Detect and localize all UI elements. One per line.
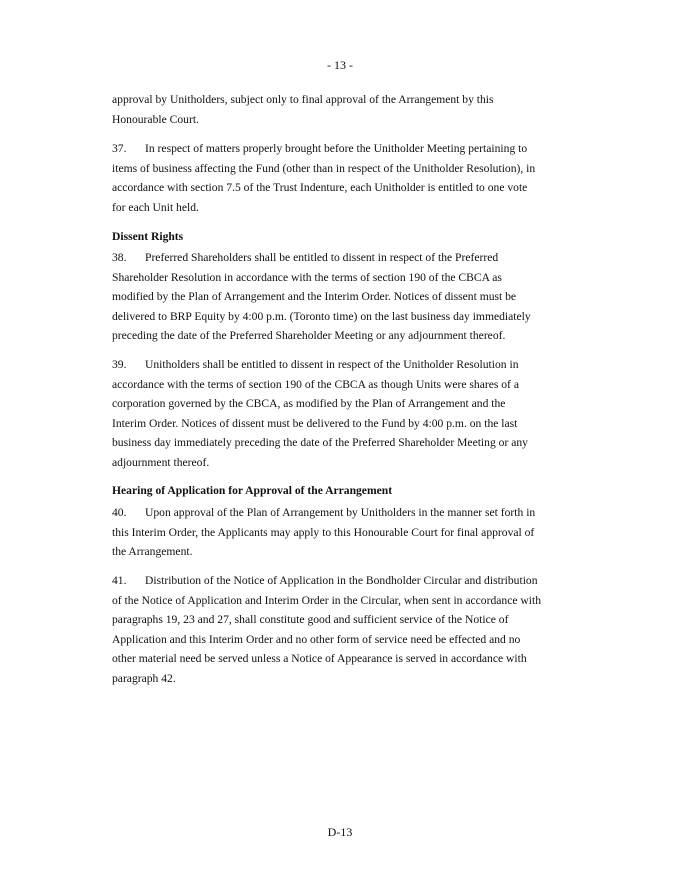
page-number: - 13 - [327, 58, 353, 72]
paragraph-number: 39. [112, 358, 127, 371]
paragraph-text: Preferred Shareholders shall be entitled to dissent in respect of the Preferred Shareholder Resolution in accordance with the terms of section 190 of the CBCA as modified by the Plan of Arrangement and the Interim Order. Notices of dissent must be delivered to BRP Equity by 4:00 p.m. (Toronto time) on the last business day immediately preceding the date of the Preferred Shareholder Meeting or any adjournment thereof. [112, 251, 531, 343]
paragraph-38 [112, 248, 542, 346]
paragraph-number: 41. [112, 574, 127, 587]
paragraph-39 [112, 355, 542, 473]
paragraph-text: In respect of matters properly brought before the Unitholder Meeting pertaining to items of business affecting the Fund (other than in respect of the Unitholder Resolution), in accordance with section 7.5 of the Trust Indenture, each Unitholder is entitled to one vote for each Unit held. [112, 142, 536, 214]
heading-hearing-of-application: Hearing of Application for Approval of the Arrangement [112, 484, 393, 497]
paragraph-text: Unitholders shall be entitled to dissent in respect of the Unitholder Resolution in accordance with the terms of section 190 of the CBCA as though Units were shares of a corporation governed by the CBCA, as modified by the Plan of Arrangement and the Interim Order. Notices of dissent must be delivered to the Fund by 4:00 p.m. on the last business day immediately preceding the date of the Preferred Shareholder Meeting or any adjournment thereof. [112, 358, 528, 469]
paragraph-36-continuation [112, 90, 542, 129]
paragraph-41 [112, 571, 542, 689]
page-footer-label: D-13 [327, 825, 353, 839]
heading-dissent-rights: Dissent Rights [112, 230, 184, 243]
paragraph-37 [112, 139, 542, 217]
paragraph-text: approval by Unitholders, subject only to final approval of the Arrangement by this Honourable Court. [112, 93, 494, 126]
paragraph-number: 37. [112, 142, 127, 155]
paragraph-number: 38. [112, 251, 127, 264]
paragraph-40 [112, 503, 542, 562]
paragraph-text: Upon approval of the Plan of Arrangement by Unitholders in the manner set forth in this Interim Order, the Applicants may apply to this Honourable Court for final approval of the Arrangement. [112, 506, 536, 559]
paragraph-text: Distribution of the Notice of Application in the Bondholder Circular and distribution of the Notice of Application and Interim Order in the Circular, when sent in accordance with paragraphs 19, 23 and 27, shall constitute good and sufficient service of the Notice of Application and this Interim Order and no other form of service need be effected and no other material need be served unless a Notice of Appearance is served in accordance with paragraph 42. [112, 574, 542, 685]
paragraph-number: 40. [112, 506, 127, 519]
